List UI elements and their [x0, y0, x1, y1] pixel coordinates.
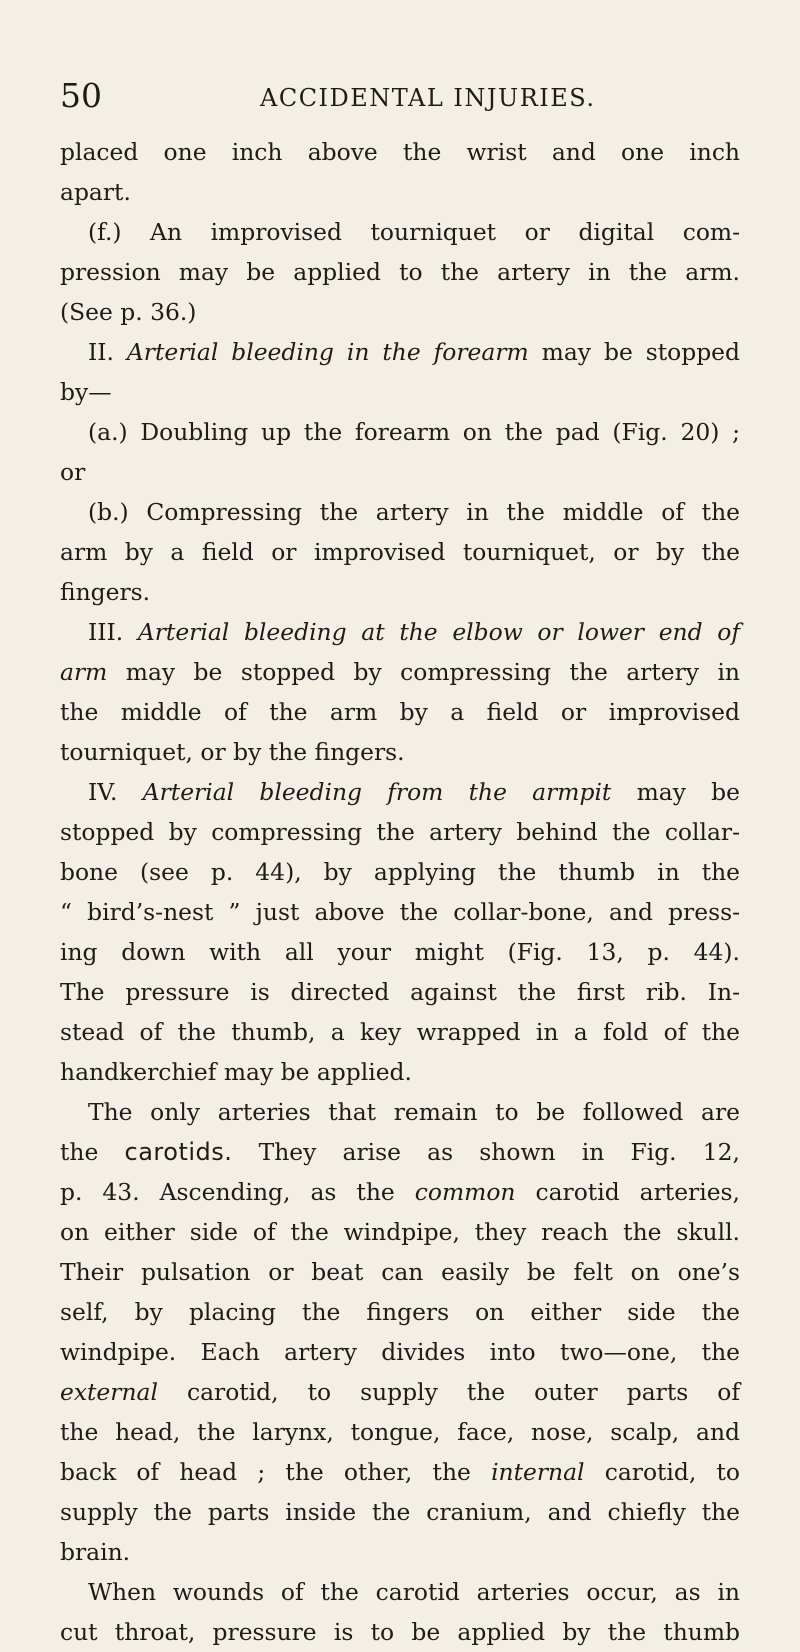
text-segment: The only arteries that remain to be followed are: [88, 1098, 740, 1126]
text-segment: carotid, to supply the outer parts of: [157, 1378, 740, 1406]
text-line: [60, 332, 740, 372]
text-segment: supply the parts inside the cranium, and chiefly the: [60, 1498, 740, 1526]
text-line: [60, 1252, 740, 1292]
body-text: [60, 132, 740, 1652]
text-segment: IV.: [88, 778, 143, 806]
text-segment: They arise as shown in Fig. 12,: [232, 1138, 740, 1166]
text-segment: fingers.: [60, 578, 151, 606]
text-line: [60, 1372, 740, 1412]
text-segment: (a.) Doubling up the forearm on the pad (Fig. 20) ;: [88, 418, 740, 446]
text-line: [60, 972, 740, 1012]
text-segment: tourniquet, or by the fingers.: [60, 738, 405, 766]
running-head: ACCIDENTAL INJURIES.: [260, 84, 596, 112]
text-segment: (b.) Compressing the artery in the middle of the: [88, 498, 740, 526]
text-segment: p. 43. Ascending, as the: [60, 1178, 415, 1206]
text-line: [60, 1092, 740, 1132]
text-segment: stead of the thumb, a key wrapped in a fold of the: [60, 1018, 740, 1046]
text-segment: “ bird’s-nest ” just above the collar-bone, and press-: [60, 898, 740, 926]
text-line: [60, 412, 740, 452]
text-line: [60, 652, 740, 692]
text-line: [60, 852, 740, 892]
text-segment: When wounds of the carotid arteries occur, as in: [88, 1578, 740, 1606]
text-segment: the head, the larynx, tongue, face, nose, scalp, and: [60, 1418, 740, 1446]
text-segment: II.: [88, 338, 127, 366]
text-segment: pression may be applied to the artery in the arm.: [60, 258, 740, 286]
text-segment: may be stopped by compressing the artery in: [107, 658, 740, 686]
italic-text: arm: [60, 658, 108, 686]
text-segment: the: [60, 1138, 125, 1166]
text-segment: may be stopped: [528, 338, 740, 366]
text-segment: by—: [60, 378, 112, 406]
text-line: [60, 732, 740, 772]
text-line: [60, 1212, 740, 1252]
text-segment: brain.: [60, 1538, 131, 1566]
text-segment: carotid, to: [584, 1458, 741, 1486]
emphasized-text: carotids.: [124, 1138, 233, 1166]
text-segment: handkerchief may be applied.: [60, 1058, 412, 1086]
page-number: 50: [60, 76, 102, 115]
text-segment: may be: [611, 778, 740, 806]
text-line: [60, 1292, 740, 1332]
text-line: [60, 1332, 740, 1372]
text-line: [60, 1492, 740, 1532]
text-segment: Their pulsation or beat can easily be felt on one’s: [60, 1258, 740, 1286]
text-segment: back of head ; the other, the: [60, 1458, 492, 1486]
text-segment: (f.) An improvised tourniquet or digital com-: [88, 218, 740, 246]
text-segment: self, by placing the fingers on either side the: [60, 1298, 740, 1326]
italic-text: Arterial bleeding from the armpit: [142, 778, 612, 806]
text-segment: stopped by compressing the artery behind the collar-: [60, 818, 740, 846]
text-segment: bone (see p. 44), by applying the thumb in the: [60, 858, 740, 886]
text-line: [60, 892, 740, 932]
text-line: [60, 1012, 740, 1052]
italic-text: external: [60, 1378, 158, 1406]
text-line: [60, 1052, 740, 1092]
text-segment: or: [60, 458, 86, 486]
italic-text: Arterial bleeding at the elbow or lower end of: [137, 618, 741, 646]
text-segment: The pressure is directed against the first rib. In-: [60, 978, 740, 1006]
text-segment: (See p. 36.): [60, 298, 197, 326]
text-line: [60, 492, 740, 532]
text-segment: arm by a field or improvised tourniquet, or by the: [60, 538, 740, 566]
text-segment: windpipe. Each artery divides into two—one, the: [60, 1338, 740, 1366]
text-line: [60, 252, 740, 292]
text-line: [60, 772, 740, 812]
text-segment: carotid arteries,: [515, 1178, 740, 1206]
text-line: [60, 372, 740, 412]
text-segment: III.: [88, 618, 138, 646]
text-segment: on either side of the windpipe, they reach the skull.: [60, 1218, 740, 1246]
text-line: [60, 132, 740, 172]
italic-text: Arterial bleeding in the forearm: [126, 338, 529, 366]
text-line: [60, 1532, 740, 1572]
text-segment: the middle of the arm by a field or improvised: [60, 698, 740, 726]
text-segment: ing down with all your might (Fig. 13, p. 44).: [60, 938, 740, 966]
text-line: [60, 452, 740, 492]
italic-text: internal: [491, 1458, 585, 1486]
text-segment: placed one inch above the wrist and one inch: [60, 138, 740, 166]
text-line: [60, 812, 740, 852]
text-segment: cut throat, pressure is to be applied by the thumb: [60, 1618, 740, 1646]
text-line: [60, 172, 740, 212]
text-line: [60, 532, 740, 572]
text-line: [60, 1412, 740, 1452]
text-line: [60, 1612, 740, 1652]
text-line: [60, 1132, 740, 1172]
text-line: [60, 1452, 740, 1492]
text-segment: apart.: [60, 178, 131, 206]
italic-text: common: [414, 1178, 516, 1206]
text-line: [60, 612, 740, 652]
text-line: [60, 1172, 740, 1212]
text-line: [60, 932, 740, 972]
text-line: [60, 572, 740, 612]
text-line: [60, 692, 740, 732]
page-header: [60, 76, 700, 116]
text-line: [60, 212, 740, 252]
text-line: [60, 1572, 740, 1612]
text-line: [60, 292, 740, 332]
